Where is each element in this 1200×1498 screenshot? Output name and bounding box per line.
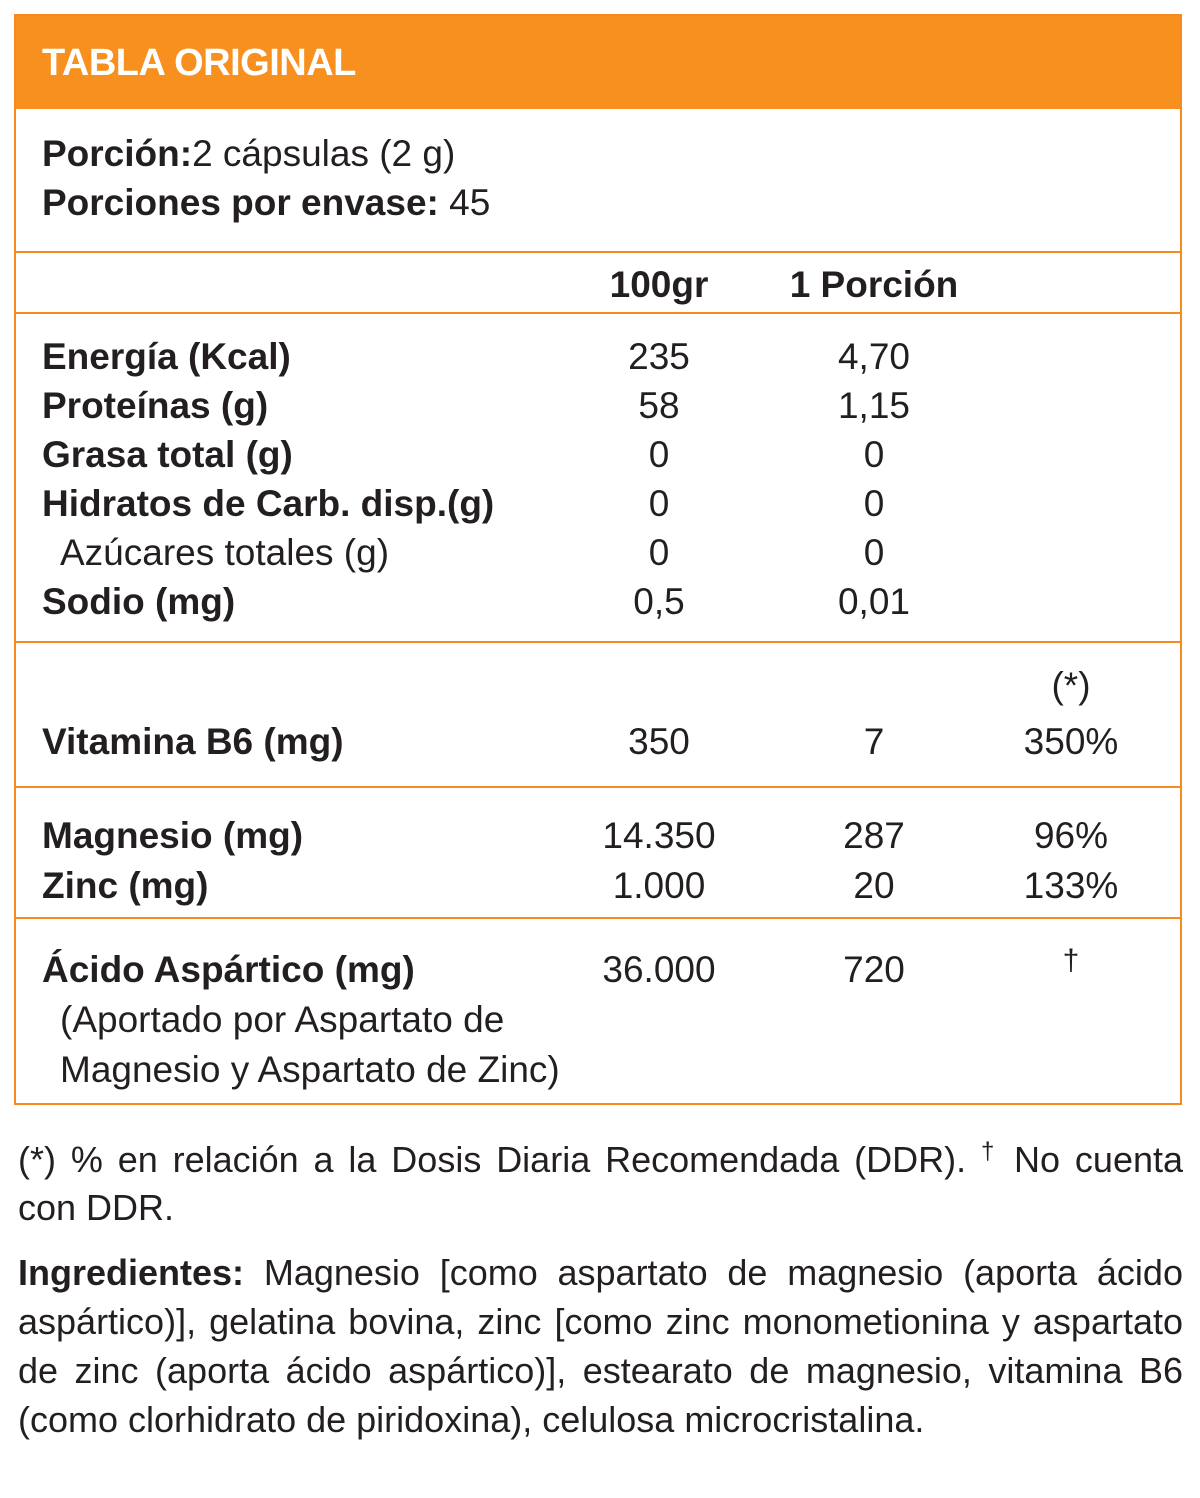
row-value-100gr: 1.000 [612, 865, 706, 906]
aspartic-note-line2: Magnesio y Aspartato de Zinc) [60, 1049, 560, 1090]
row-value-100gr: 36.000 [602, 949, 716, 990]
per-package-row [42, 184, 490, 221]
nutrition-table [14, 14, 1182, 1105]
row-value-portion: 0 [863, 483, 885, 524]
divider [16, 641, 1180, 643]
ddr-marker: (*) [1051, 665, 1091, 706]
row-value-100gr: 350 [628, 721, 690, 762]
ingredients-text: Magnesio [como aspartato de magnesio (aporta ácido aspártico)], gelatina bovina, zinc [como zinc monometionina y aspartato de zinc (aporta ácido aspártico)], estearato de magnesio, vitamina B6 (como clorhidrato de piridoxina), celulosa microcristalina. [18, 1252, 1183, 1440]
row-value-portion: 4,70 [837, 336, 910, 377]
row-value-100gr: 0,5 [633, 581, 685, 622]
row-label-carbs: Hidratos de Carb. disp.(g) [42, 483, 495, 524]
row-value-100gr: 0 [648, 434, 670, 475]
row-label-vitamin-b6: Vitamina B6 (mg) [42, 721, 344, 762]
row-value-ddr-dagger: † [1062, 944, 1080, 977]
footnote-text2: No cuenta con DDR. [18, 1139, 1184, 1228]
portion-row [42, 135, 455, 172]
footnote [18, 1128, 1183, 1232]
row-value-100gr: 0 [648, 532, 670, 573]
column-header-100gr: 100gr [609, 264, 709, 305]
row-value-100gr: 0 [648, 483, 670, 524]
ingredients-label: Ingredientes: [18, 1252, 245, 1293]
row-label-aspartic-acid: Ácido Aspártico (mg) [42, 949, 415, 990]
row-value-100gr: 235 [628, 336, 690, 377]
row-value-portion: 720 [843, 949, 905, 990]
divider [16, 917, 1180, 919]
row-label-magnesium: Magnesio (mg) [42, 815, 304, 856]
row-label-sugars: Azúcares totales (g) [60, 532, 390, 573]
row-value-portion: 0 [863, 434, 885, 475]
row-value-portion: 287 [843, 815, 905, 856]
row-value-portion: 1,15 [837, 385, 910, 426]
ingredients [18, 1248, 1183, 1444]
row-label-energy: Energía (Kcal) [42, 336, 291, 377]
table-header [16, 16, 1180, 109]
divider [16, 251, 1180, 253]
row-value-100gr: 58 [638, 385, 680, 426]
row-label-zinc: Zinc (mg) [42, 865, 209, 906]
row-label-proteins: Proteínas (g) [42, 385, 269, 426]
row-value-portion: 7 [863, 721, 885, 762]
per-package-label: Porciones por envase: [42, 182, 439, 223]
row-value-100gr: 14.350 [602, 815, 716, 856]
row-value-ddr: 96% [1033, 815, 1109, 856]
row-value-portion: 0,01 [837, 581, 910, 622]
table-title: TABLA ORIGINAL [42, 42, 356, 84]
row-label-sodium: Sodio (mg) [42, 581, 236, 622]
aspartic-note-line1: (Aportado por Aspartato de [60, 999, 505, 1040]
row-value-portion: 20 [853, 865, 895, 906]
per-package-value: 45 [449, 182, 491, 223]
row-label-total-fat: Grasa total (g) [42, 434, 293, 475]
divider [16, 312, 1180, 314]
row-value-ddr: 133% [1023, 865, 1119, 906]
footnote-dagger: † [980, 1138, 1000, 1165]
portion-label: Porción: [42, 133, 193, 174]
portion-value: 2 cápsulas (2 g) [192, 133, 456, 174]
column-header-portion: 1 Porción [789, 264, 959, 305]
footnote-text: (*) % en relación a la Dosis Diaria Recomendada (DDR). [18, 1139, 967, 1180]
row-value-ddr: 350% [1023, 721, 1119, 762]
row-value-portion: 0 [863, 532, 885, 573]
divider [16, 786, 1180, 788]
